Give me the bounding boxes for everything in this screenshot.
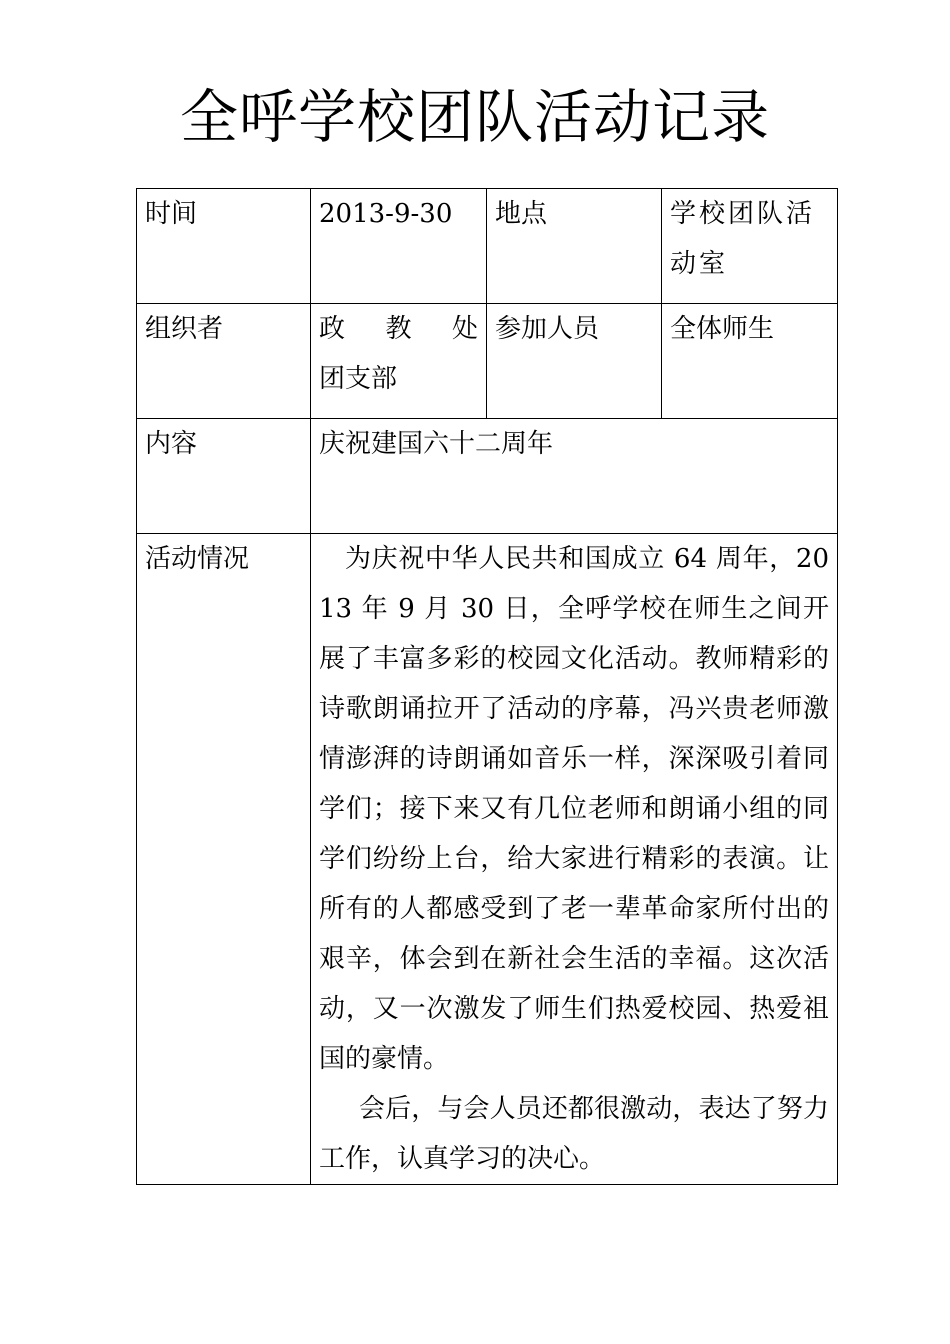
content-label: 内容	[137, 419, 311, 534]
place-label: 地点	[487, 189, 662, 304]
table-row-activity	[137, 534, 838, 1185]
table-row-organizer-participants	[137, 304, 838, 419]
activity-description	[311, 534, 838, 1185]
participants-label: 参加人员	[487, 304, 662, 419]
document-title: 全呼学校团队活动记录	[179, 83, 770, 151]
activity-record-table	[136, 188, 838, 1185]
organizer-value-line1	[319, 304, 478, 354]
activity-paragraph-1: 为庆祝中华人民共和国成立 64 周年，2013 年 9 月 30 日，全呼学校在师生之间开展了丰富多彩的校园文化活动。教师精彩的诗歌朗诵拉开了活动的序幕，冯兴贵老师激情澎湃的诗朗诵如音乐一样，深深吸引着同学们；接下来又有几位老师和朗诵小组的同学们纷纷上台，给大家进行精彩的表演。让所有的人都感受到了老一辈革命家所付出的艰辛，体会到在新社会生活的幸福。这次活动，又一次激发了师生们热爱校园、热爱祖国的豪情。	[319, 544, 829, 1074]
table-row-content	[137, 419, 838, 534]
organizer-char-3: 处	[451, 314, 478, 344]
time-value: 2013-9-30	[311, 189, 487, 304]
place-value: 学校团队活动室	[662, 189, 838, 304]
organizer-value-line2: 团支部	[319, 364, 398, 394]
activity-paragraph-2: 会后，与会人员还都很激动，表达了努力工作，认真学习的决心。	[319, 1094, 829, 1174]
activity-label: 活动情况	[137, 534, 311, 1185]
organizer-value	[311, 304, 487, 419]
time-label: 时间	[137, 189, 311, 304]
table-row-time-place	[137, 189, 838, 304]
participants-value: 全体师生	[662, 304, 838, 419]
organizer-char-2: 教	[385, 314, 412, 344]
organizer-label: 组织者	[137, 304, 311, 419]
organizer-char-1: 政	[319, 314, 346, 344]
content-value: 庆祝建国六十二周年	[311, 419, 838, 534]
